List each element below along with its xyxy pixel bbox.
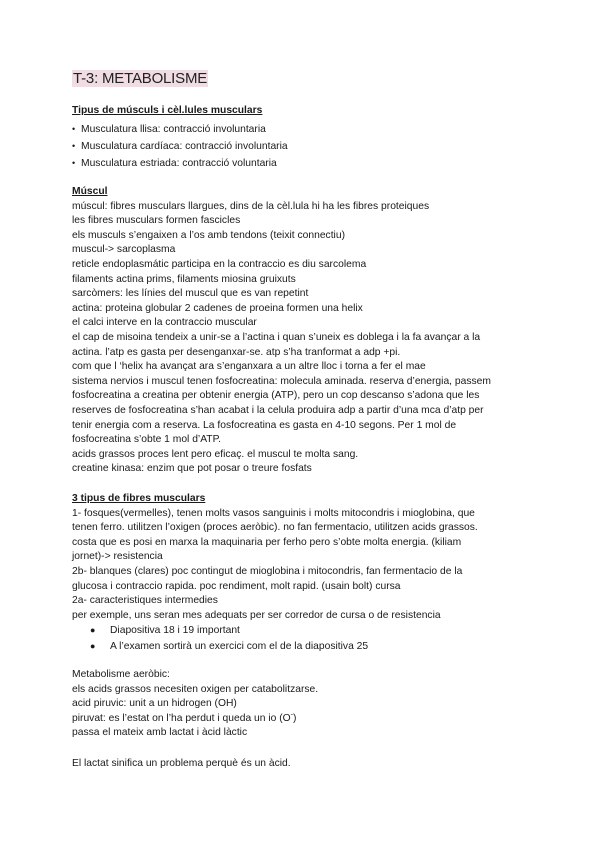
superscript: - bbox=[290, 711, 293, 719]
text-line: reticle endoplasmátic participa en la contraccio es diu sarcolema bbox=[72, 258, 367, 270]
text-line: fosfocreatina a creatina per obtenir energia (ATP), pero un cop descanso s’adona que les bbox=[72, 390, 480, 402]
section-muscle-types bbox=[72, 104, 532, 119]
text-line: els musculs s’engaixen a l’os amb tendons (teixit connectiu) bbox=[72, 229, 346, 241]
text-line: com que l ‘helix ha avançat ara s’enganxara a un altre lloc i torna a fer el mae bbox=[72, 361, 426, 373]
closing-note bbox=[72, 757, 532, 772]
section-heading: Múscul bbox=[72, 186, 108, 197]
bullet-icon: ● bbox=[90, 625, 96, 636]
text-line: glucosa i contraccio rapida. poc rendiment, molt rapid. (usain bolt) cursa bbox=[72, 580, 401, 592]
list-item: • Musculatura llisa: contracció involuntaria bbox=[72, 121, 532, 138]
bullet-icon: • bbox=[72, 124, 76, 134]
text-line: el calci interve en la contraccio muscular bbox=[72, 317, 257, 329]
text-line: fosfocreatina s’obte 1 mol d’ATP. bbox=[72, 434, 222, 446]
text-line: acids grassos proces lent pero eficaç. el muscul te molta sang. bbox=[72, 448, 359, 460]
text-line: passa el mateix amb lactat i àcid làctic bbox=[72, 727, 248, 739]
bullet-icon: • bbox=[72, 141, 76, 151]
text-line: costa que es posi en marxa la maquinaria per ferho pero s’obte molta energia. (kiliam bbox=[72, 536, 462, 548]
text-line: 2a- caracteristiques intermedies bbox=[72, 595, 218, 607]
text-line: Metabolisme aeròbic: bbox=[72, 669, 170, 680]
text-line: múscul: fibres musculars llargues, dins de la cèl.lula hi ha les fibres proteiques bbox=[72, 200, 430, 212]
list-item: • Musculatura estriada: contracció voluntaria bbox=[72, 155, 532, 172]
text-line: jornet)-> resistencia bbox=[72, 551, 163, 563]
text-line: tenen ferro. utilitzen l’oxigen (proces aeròbic). no fan fermentacio, utilitzen acids grassos. bbox=[72, 522, 478, 534]
text-line: actina. l’atp es gasta per desenganxar-se. atp s’ha tranformat a adp +pi. bbox=[72, 346, 401, 358]
text-line: 2b- blanques (clares) poc contingut de mioglobina i mitocondris, fan fermentacio de la bbox=[72, 565, 463, 577]
text-line: per exemple, uns seran mes adequats per ser corredor de cursa o de resistencia bbox=[72, 609, 441, 621]
text-line: reserves de fosfocreatina s’han acabat i la celula produira adp a partir d’una mca d’atp per bbox=[72, 404, 484, 416]
section-fibre-types bbox=[72, 492, 532, 655]
section-aerobic bbox=[72, 668, 532, 741]
text-line: creatine kinasa: enzim que pot posar o treure fosfats bbox=[72, 463, 312, 475]
text-line: les fibres musculars formen fascicles bbox=[72, 215, 241, 227]
list-item: • Musculatura cardíaca: contracció involuntaria bbox=[72, 138, 532, 155]
muscle-types-list bbox=[72, 121, 532, 172]
section-heading: Tipus de músculs i cèl.lules musculars bbox=[72, 105, 263, 116]
bullet-icon: ● bbox=[90, 640, 96, 651]
text-line: tenir energia com a reserva. La fosfocreatina es gasta en 4-10 segons. Per 1 mol de bbox=[72, 419, 457, 431]
text-line: El lactat sinifica un problema perquè és un àcid. bbox=[72, 758, 291, 769]
text-line: sarcòmers: les línies del muscul que es van repetint bbox=[72, 288, 309, 300]
section-heading: 3 tipus de fibres musculars bbox=[72, 493, 206, 504]
text-line: 1- fosques(vermelles), tenen molts vasos sanguinis i molts mitocondris i mioglobina, que bbox=[72, 507, 475, 519]
text-line: muscul-> sarcoplasma bbox=[72, 244, 176, 256]
text-line: els acids grassos necesiten oxigen per catabolitzarse. bbox=[72, 683, 319, 695]
text-line: acid piruvic: unit a un hidrogen (OH) bbox=[72, 698, 237, 710]
section-muscle bbox=[72, 185, 532, 477]
list-item: ● Diapositiva 18 i 19 important bbox=[90, 625, 240, 637]
text-line: filaments actina prims, filaments miosina gruixuts bbox=[72, 273, 296, 285]
list-item: ● A l’examen sortirà un exercici com el de la diapositiva 25 bbox=[90, 640, 369, 652]
bullet-icon: • bbox=[72, 158, 76, 168]
text-line: actina: proteina globular 2 cadenes de proeina formen una helix bbox=[72, 302, 363, 314]
page-title: T-3: METABOLISME bbox=[73, 70, 208, 87]
text-line: sistema nervios i muscul tenen fosfocreatina: molecula aminada. reserva d’energia, passem bbox=[72, 375, 491, 387]
text-line: piruvat: es l’estat on l’ha perdut i queda un io (O-) bbox=[72, 711, 297, 724]
text-line: el cap de misoina tendeix a unir-se a l’actina i quan s’uneix es doblega i la fa avançar a la bbox=[72, 331, 481, 343]
